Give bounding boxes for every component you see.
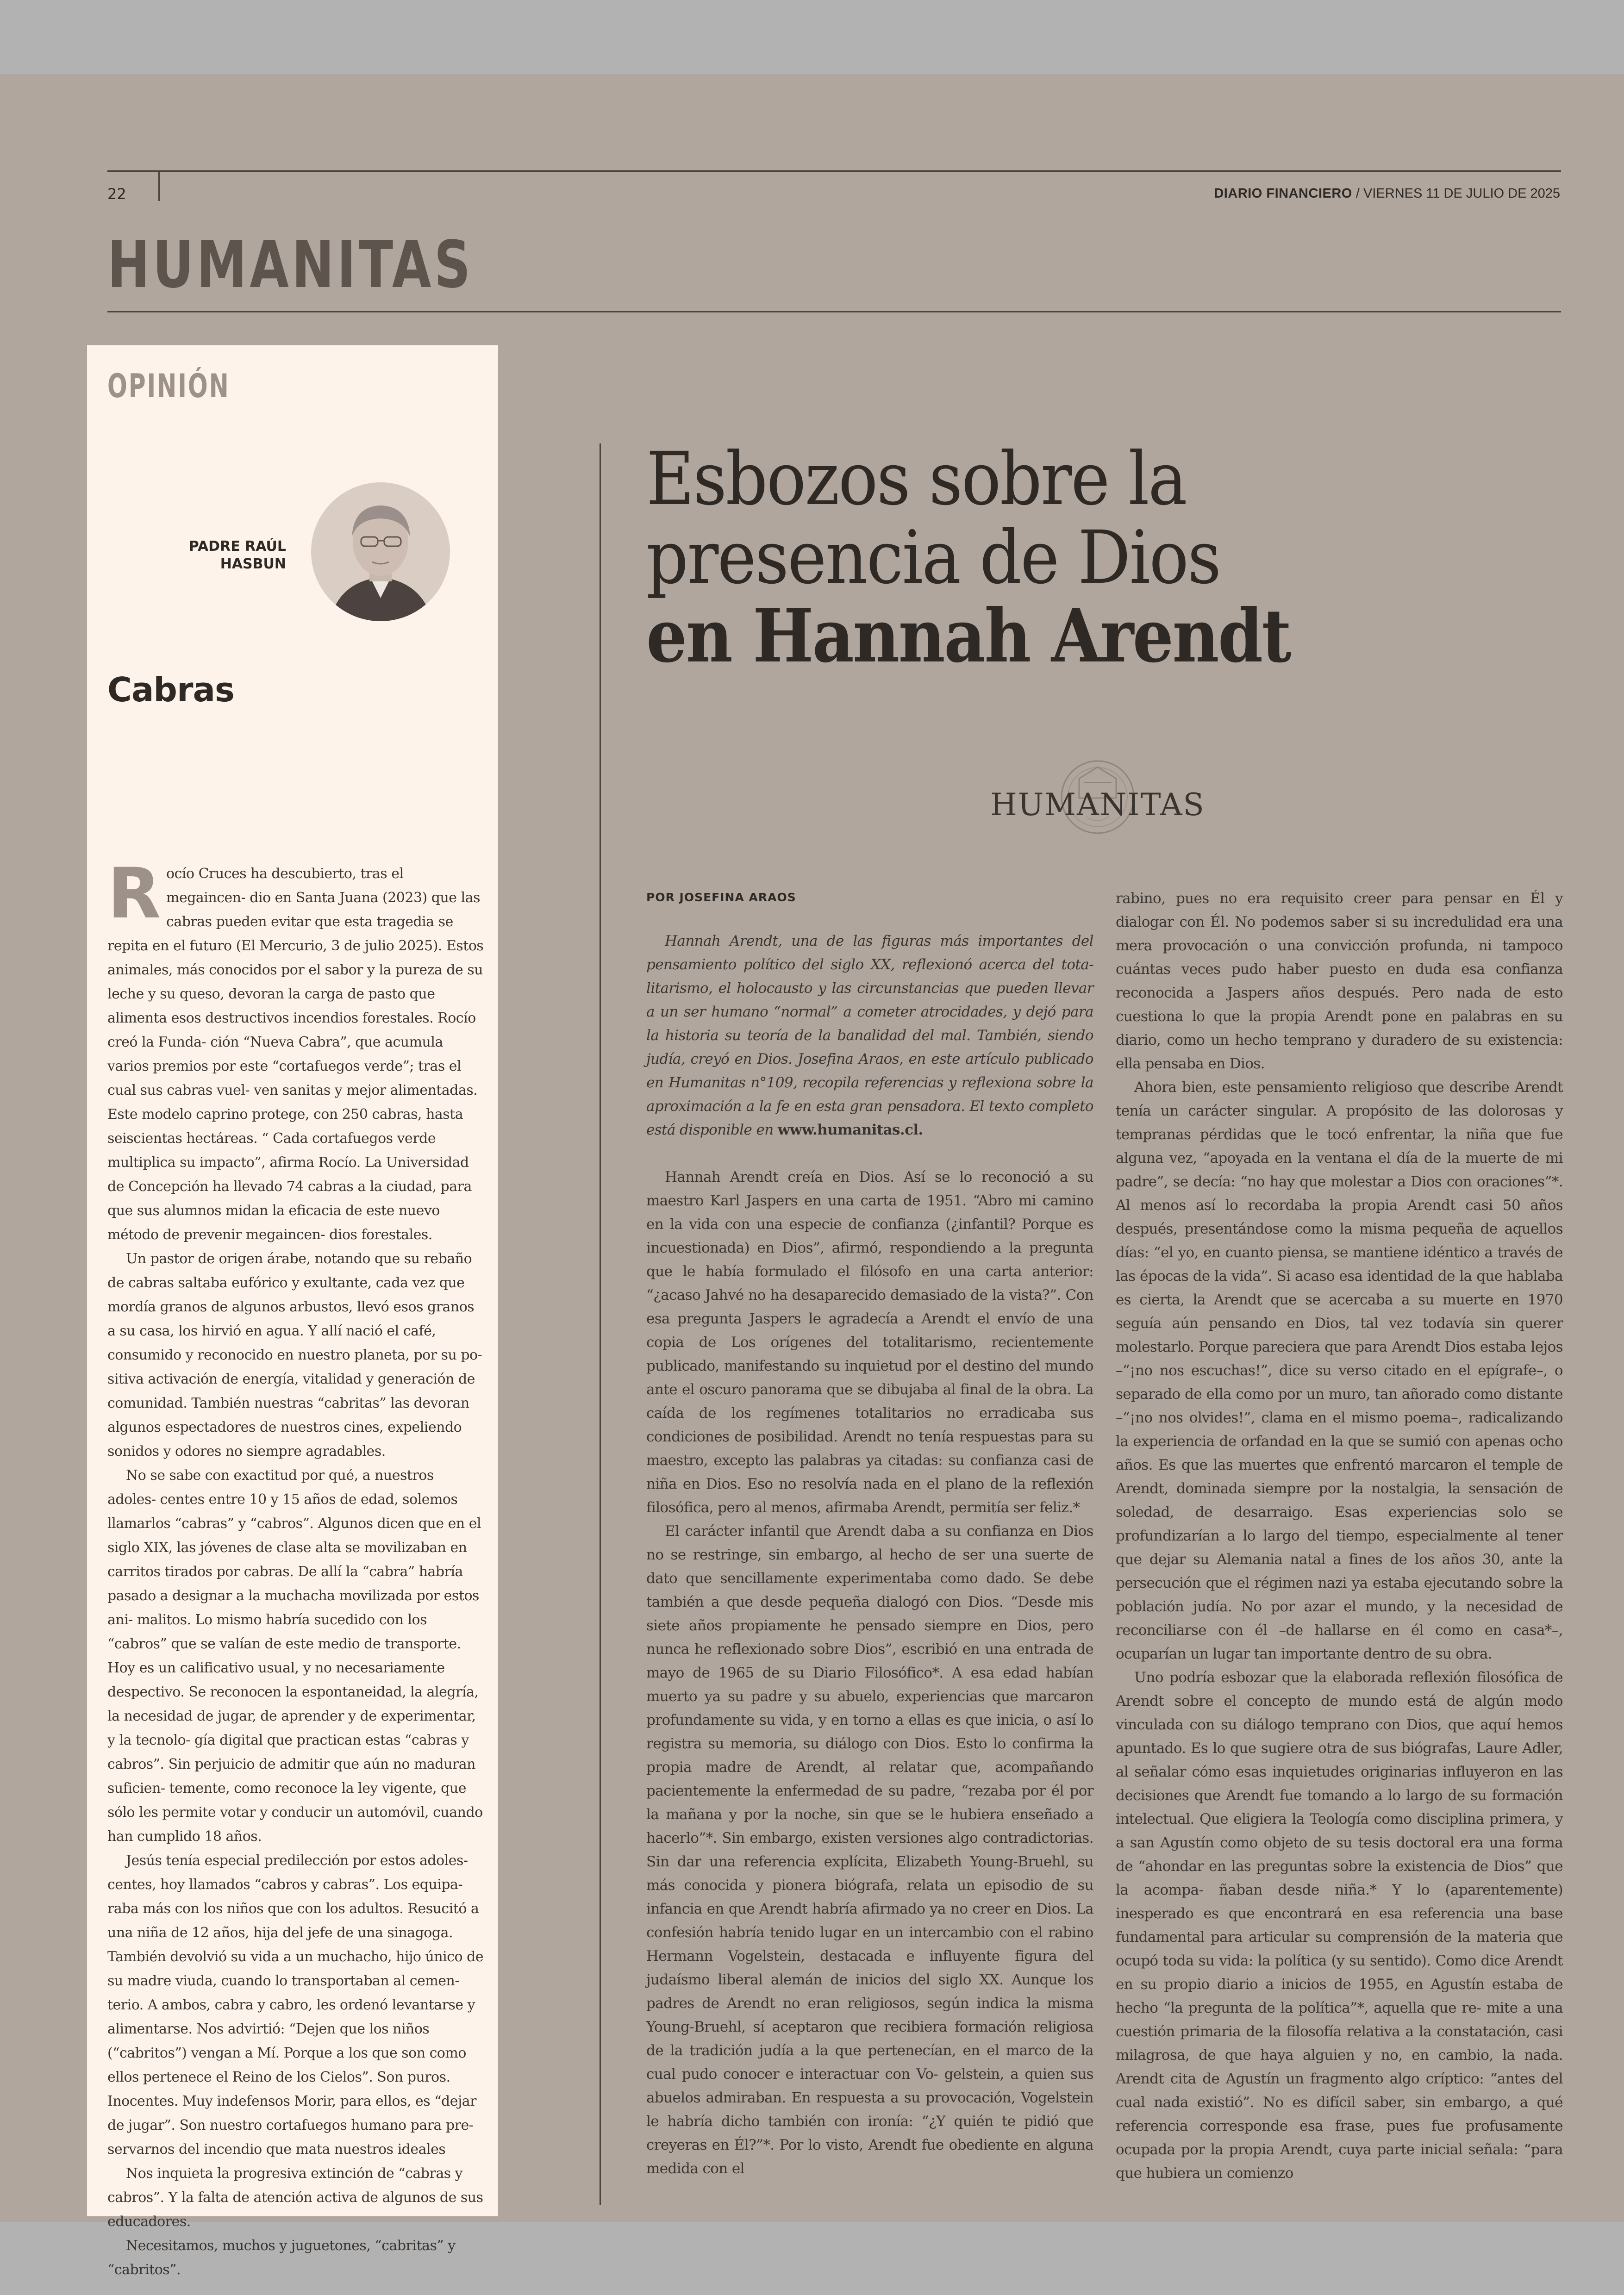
opinion-label: OPINIÓN xyxy=(107,367,230,405)
headline-line2: presencia de Dios xyxy=(646,515,1220,600)
top-rule xyxy=(107,170,1561,172)
opinion-paragraph: Jesús tenía especial predilección por estos adoles- centes, hoy llamados “cabros y cabras”. Los equipa- raba más con los niños que con los adultos. Resucitó a una niña de 12 años, hija del jefe de una sinagoga. También devolvió su vida a un muchacho, hijo único de su madre viuda, cuando lo transportaban al cemen- terio. A ambos, cabra y cabro, les ordenó levantarse y alimentarse. Nos advirtió: “Dejen que los niños (“cabritos”) vengan a Mí. Porque a los que son como ellos pertenece el Reino de los Cielos”. Son puros. Inocentes. Muy indefensos Morir, para ellos, es “dejar de jugar”. Son nuestro cortafuegos humano para pre- servarnos del incendio que mata nuestros ideales xyxy=(107,1852,484,2158)
opinion-paragraph: Necesitamos, muchos y juguetones, “cabritas” y “cabritos”. xyxy=(107,2238,456,2278)
opinion-body xyxy=(107,854,486,2282)
section-rule xyxy=(107,311,1561,312)
headline-line3: en Hannah Arendt xyxy=(646,593,1291,679)
section-title: HUMANITAS xyxy=(107,227,474,303)
opinion-paragraph: Nos inquieta la progresiva extinción de “cabras y cabros”. Y la falta de atención activa de algunos de sus educadores. xyxy=(107,2165,483,2230)
author-portrait-icon xyxy=(311,482,450,621)
opinion-column xyxy=(87,345,498,2278)
newspaper-page xyxy=(0,74,1624,2278)
article-paragraph: rabino, pues no era requisito creer para pensar en Él y dialogar con Él. No podemos saber si su incredulidad era una mera provocación o una convicción profunda, ni tampoco cuántas veces pudo haber puesto en duda esa confianza reconocida a Jaspers años después. Pero nada de esto cuestiona lo que la propia Arendt pone en palabras en su diario, como un hecho temprano y duradero de su existencia: ella pensaba en Dios. xyxy=(1116,890,1563,1072)
page-number: 22 xyxy=(107,185,126,203)
humanitas-logo xyxy=(984,746,1211,839)
author-name-line2: HASBUN xyxy=(220,556,286,572)
article-paragraph: Uno podría esbozar que la elaborada reflexión filosófica de Arendt sobre el concepto de mundo está de algún modo vinculada con su diálogo temprano con Dios, que aquí hemos apuntado. Es lo que sugiere otra de sus biógrafas, Laure Adler, al señalar cómo esas inquietudes originarias influyeron en las decisiones que Arendt fue tomando a lo largo de su formación intelectual. Que eligiera la Teología como disciplina primera, y a san Agustín como objeto de su tesis doctoral era una forma de “ahondar en las preguntas sobre la existencia de Dios” que la acompa- ñaban desde niña.* Y lo (aparentemente) inesperado es que encontrará en esa referencia una base fundamental para articular su comprensión de la materia que ocupó toda su vida: la política (y su sentido). Como dice Arendt en su propio diario a inicios de 1955, en Agustín estaba de hecho “la pregunta de la política”*, aquella que re- mite a una cuestión primaria de la filosofía relativa a la constatación, casi milagrosa, de que haya alguien y no, en cambio, la nada. Arendt cita de Agustín un fragmento algo críptico: “antes del cual nada existió”. No es difícil saber, sin embargo, a qué referencia corresponde esa frase, pues fue profusamente ocupada por la propia Arendt, cuya parte inicial señala: “para que hubiera un comienzo xyxy=(1116,1669,1563,2182)
author-avatar xyxy=(311,482,450,621)
article-paragraph: Hannah Arendt creía en Dios. Así se lo reconoció a su maestro Karl Jaspers en una carta de 1951. “Abro mi camino en la vida con una especie de confianza (¿infantil? Porque es incuestionada) en Dios”, afirmó, respondiendo a la pregunta que le había formulado el filósofo en una carta anterior: “¿acaso Jahvé no ha desaparecido demasiado de la vista?”. Con esa pregunta Jaspers le agradecía a Arendt el envío de una copia de Los orígenes del totalitarismo, recientemente publicado, manifestando su inquietud por el destino del mundo ante el oscuro panorama que se dibujaba al final de la obra. La caída de los regímenes totalitarios no erradicaba sus condiciones de posibilidad. Arendt no tenía respuestas para su maestro, excepto las palabras ya citadas: su confianza casi de niña en Dios. Eso no resolvía nada en el plano de la reflexión filosófica, pero al menos, afirmaba Arendt, permitía ser feliz.* xyxy=(646,1169,1093,1516)
article-column-1 xyxy=(646,929,1093,2181)
article-column-2 xyxy=(1116,887,1563,2185)
byline: POR JOSEFINA ARAOS xyxy=(646,891,796,904)
author-name-line1: PADRE RAÚL xyxy=(188,538,286,555)
publication-name: DIARIO FINANCIERO xyxy=(1214,186,1352,201)
dropcap: R xyxy=(107,854,161,934)
opinion-title: Cabras xyxy=(107,670,234,709)
masthead xyxy=(1214,186,1560,201)
headline-line1: Esbozos sobre la xyxy=(646,437,1187,522)
author-name xyxy=(180,538,286,573)
issue-date: / VIERNES 11 DE JULIO DE 2025 xyxy=(1355,186,1560,201)
article-lead: Hannah Arendt, una de las figuras más importantes del pensamiento político del siglo XX, reflexionó acerca del tota- litarismo, el holocausto y las circunstancias que pueden llevar a un ser humano “normal” a cometer atrocidades, y dejó para la historia su teoría de la banalidad del mal. También, siendo judía, creyó en Dios. Josefina Araos, en este artículo publicado en Humanitas n°109, recopila referencias y reflexiona sobre la aproximación a la fe en esta gran pensadora. El texto completo está disponible en www.humanitas.cl. xyxy=(646,933,1093,1138)
column-divider xyxy=(600,443,601,2205)
article-headline xyxy=(646,437,1378,679)
opinion-paragraph: Rocío Cruces ha descubierto, tras el megaincen- dio en Santa Juana (2023) que las cabras pueden evitar que esta tragedia se repita en el futuro (El Mercurio, 3 de julio 2025). Estos animales, más conocidos por el sabor y la pureza de su leche y su queso, devoran la carga de pasto que alimenta esos destructivos incendios forestales. Rocío creó la Funda- ción “Nueva Cabra”, que acumula varios premios por este “cortafuegos verde”; tras el cual sus cabras vuel- ven sanitas y mejor alimentadas. Este modelo caprino protege, con 250 cabras, hasta seiscientas hectáreas. “ Cada cortafuegos verde multiplica su impacto”, afirma Rocío. La Universidad de Concepción ha llevado 74 cabras a la ciudad, para que sus alumnos midan la eficacia de este nuevo método de prevenir megaincen- dios forestales. xyxy=(107,854,484,1243)
page-number-divider xyxy=(158,172,160,201)
article-paragraph: Ahora bien, este pensamiento religioso que describe Arendt tenía un carácter singular. A propósito de las dolorosas y tempranas pérdidas que le tocó enfrentar, la niña que fue alguna vez, “apoyada en la ventana el día de la muerte de mi padre”, se decía: “no hay que molestar a Dios con oraciones”*. Al menos así lo recordaba la propia Arendt casi 50 años después, presentándose como la misma pequeña de aquellos días: “el yo, en cuanto piensa, se mantiene idéntico a través de las épocas de la vida”. Si acaso esa identidad de la que hablaba es cierta, la Arendt que se acercaba a su muerte en 1970 seguía aún pensando en Dios, tal vez todavía sin querer molestarlo. Porque pareciera que para Arendt Dios estaba lejos –“¡no nos escuchas!”, dice su verso citado en el epígrafe–, o separado de ella como por un muro, tan añorado como distante –“¡no nos olvides!”, clama en el mismo poema–, radicalizando la experiencia de orfandad en la que se sumió con apenas ocho años. Es que las muertes que enfrentó marcaron el temple de Arendt, dominada siempre por la nostalgia, la sensación de soledad, de desarraigo. Esas experiencias solo se profundizarían a lo largo del tiempo, especialmente al tener que dejar su Alemania natal a fines de los años 30, ante la persecución que el régimen nazi ya estaba ejecutando sobre la población judía. No por azar el mundo, y la necesidad de reconciliarse con él –de hallarse en él como en casa*–, ocuparían un lugar tan importante dentro de su obra. xyxy=(1116,1079,1563,1662)
article-paragraph: El carácter infantil que Arendt daba a su confianza en Dios no se restringe, sin embargo, al hecho de ser una suerte de dato que sencillamente experimentaba como dado. Se debe también a que desde pequeña dialogó con Dios. “Desde mis siete años propiamente he pensado siempre en Dios, pero nunca he reflexionado sobre Dios”, escribió en una entrada de mayo de 1965 de su Diario Filosófico*. A esa edad habían muerto ya su padre y su abuelo, experiencias que marcaron profundamente su vida, y en torno a ellas es que inicia, o así lo registra su memoria, su diálogo con Dios. Esto lo confirma la propia madre de Arendt, al relatar que, acompañando pacientemente la enfermedad de su padre, “rezaba por él por la mañana y por la noche, sin que se le hubiera enseñado a hacerlo”*. Sin embargo, existen versiones algo contradictorias. Sin dar una referencia explícita, Elizabeth Young-Bruehl, su más conocida y pionera biógrafa, relata un episodio de su infancia en que Arendt habría afirmado ya no creer en Dios. La confesión habría tenido lugar en un intercambio con el rabino Hermann Vogelstein, destacada e influyente figura del judaísmo liberal alemán de inicios del siglo XX. Aunque los padres de Arendt no eran religiosos, según indica la misma Young-Bruehl, sí aceptaron que recibiera formación religiosa de la tradición judía a la que pertenecían, en el marco de la cual pudo conocer e interactuar con Vo- gelstein, a quien sus abuelos admiraban. En respuesta a su provocación, Vogelstein le habría dicho también con ironía: “¿Y quién te pidió que creyeras en Él?”*. Por lo visto, Arendt fue obediente en alguna medida con el xyxy=(646,1523,1093,2177)
website-link[interactable]: www.humanitas.cl. xyxy=(777,1122,923,1138)
opinion-paragraph: No se sabe con exactitud por qué, a nuestros adoles- centes entre 10 y 15 años de edad, solemos llamarlos “cabras” y “cabros”. Algunos dicen que en el siglo XIX, las jóvenes de clase alta se movilizaban en carritos tirados por cabras. De allí la “cabra” habría pasado a designar a la muchacha movilizada por estos ani- malitos. Lo mismo habría sucedido con los “cabros” que se valían de este medio de transporte. Hoy es un calificativo usual, y no necesariamente despectivo. Se reconocen la espontaneidad, la alegría, la necesidad de jugar, de aprender y de experimentar, y la tecnolo- gía digital que practican estas “cabras y cabros”. Sin perjuicio de admitir que aún no maduran suficien- temente, como reconoce la ley vigente, que sólo les permite votar y conducir un automóvil, cuando han cumplido 18 años. xyxy=(107,1467,483,1845)
opinion-paragraph: Un pastor de origen árabe, notando que su rebaño de cabras saltaba eufórico y exultante, cada vez que mordía granos de algunos arbustos, llevó esos granos a su casa, los hirvió en agua. Y allí nació el café, consumido y reconocido en nuestro planeta, por su po- sitiva activación de energía, vitalidad y generación de comunidad. También nuestras “cabritas” las devoran algunos espectadores de nuestros cines, expeliendo sonidos y odores no siempre agradables. xyxy=(107,1251,482,1459)
logo-text: HUMANITAS xyxy=(990,787,1205,823)
